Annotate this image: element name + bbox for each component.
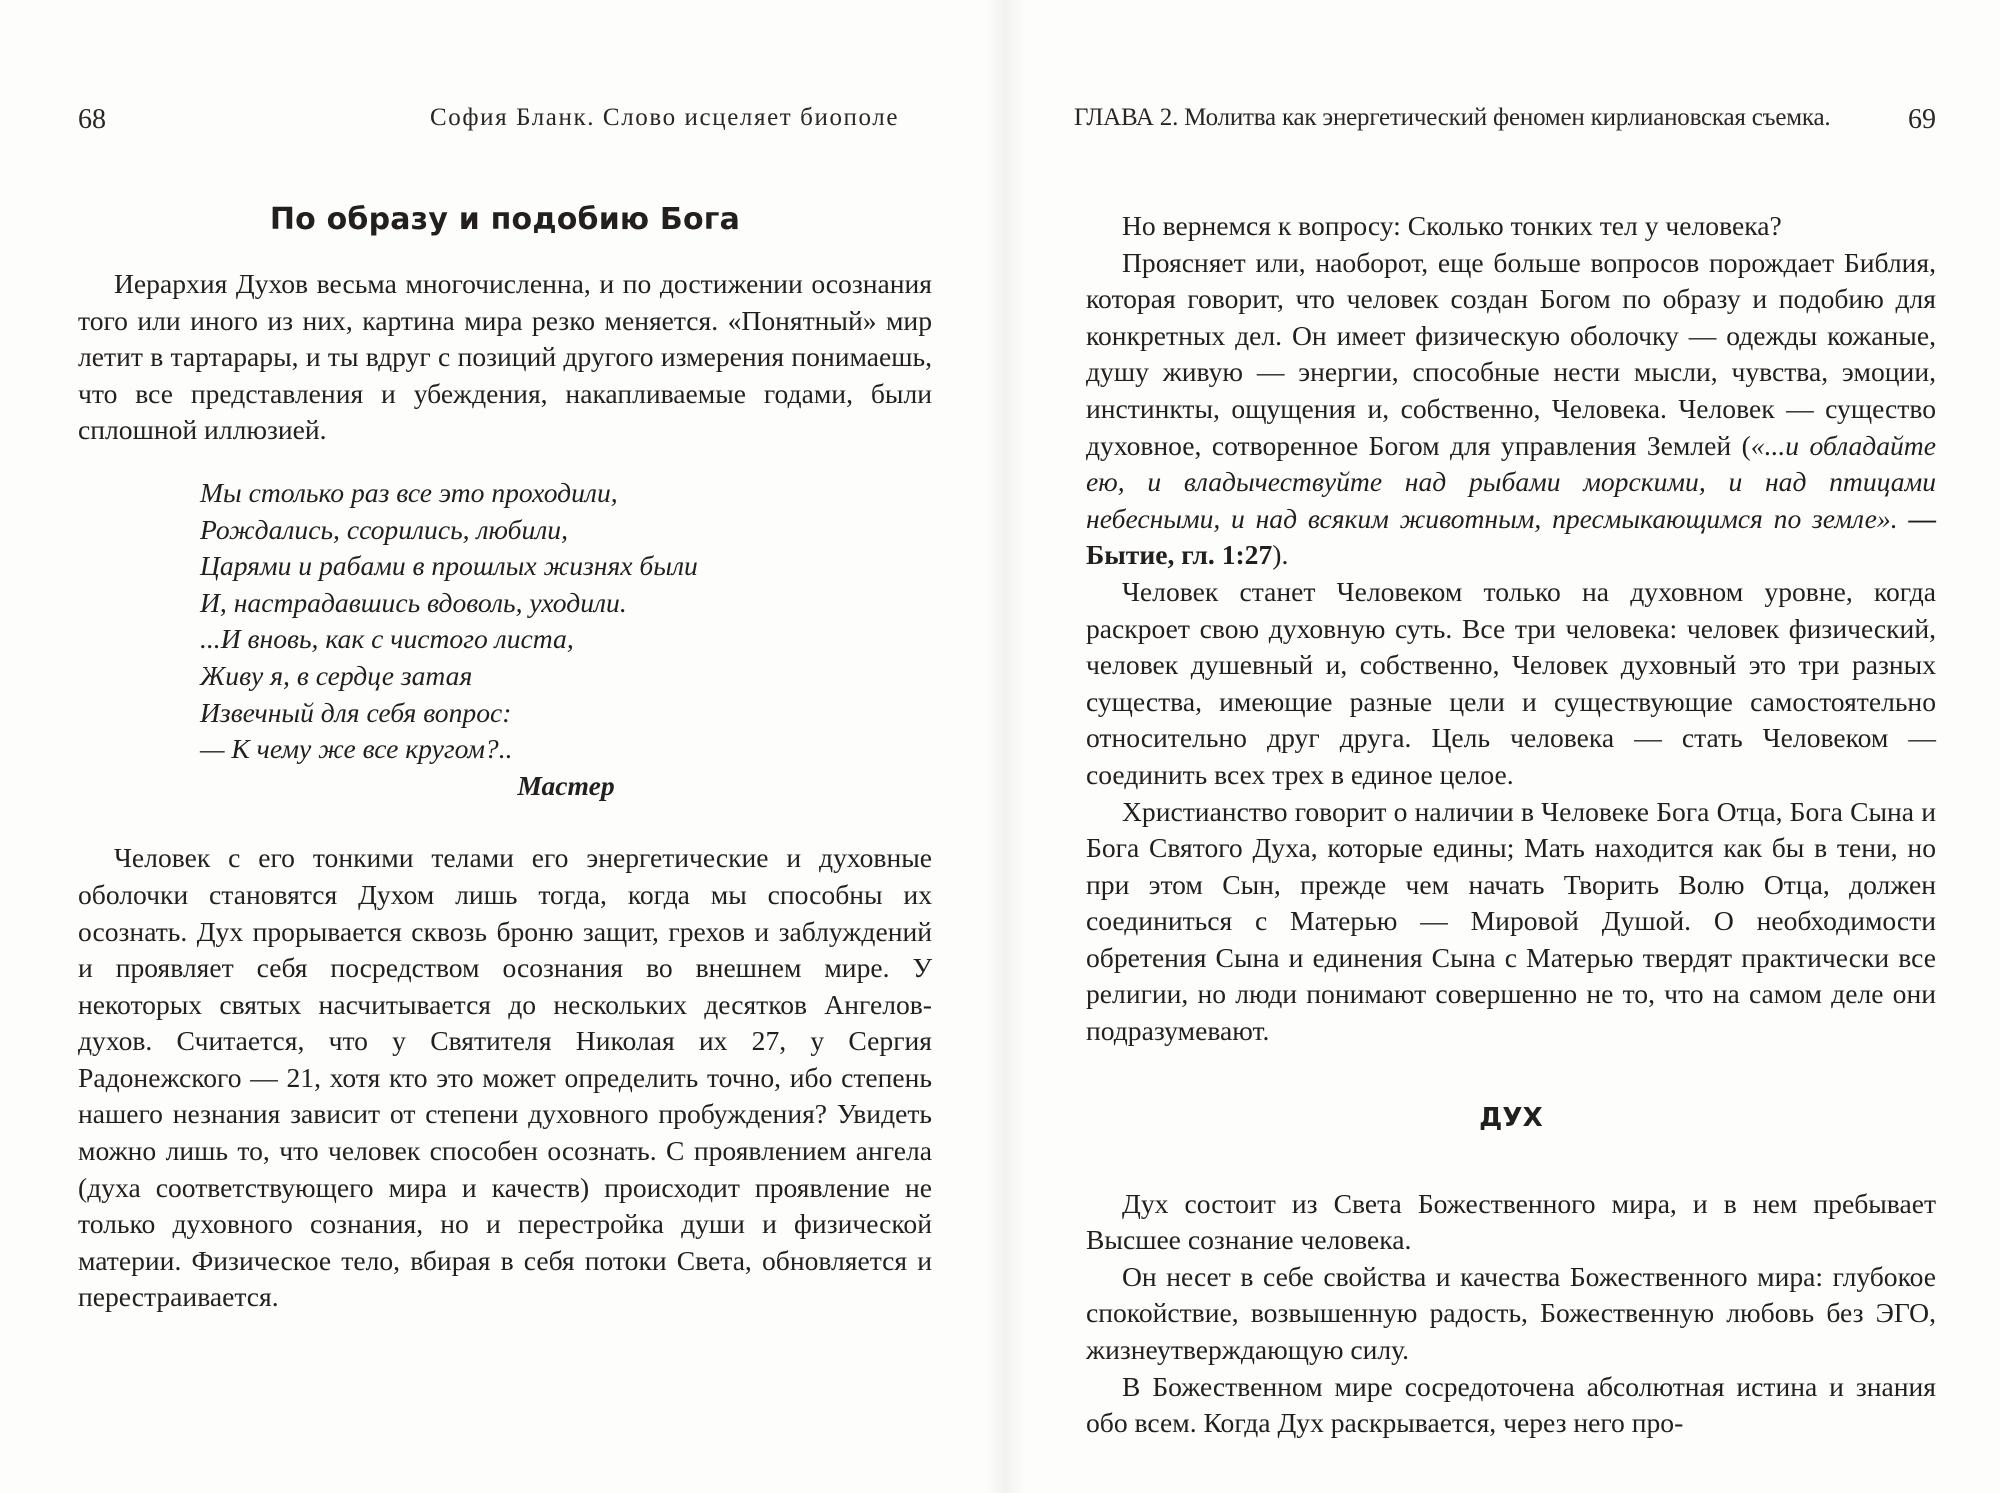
left-paragraph-2: Человек с его тонкими телами его энергетические и духовные оболочки становятся Духом лишь тогда, когда мы способны их осознать. Дух прорывается сквозь броню защит, грехов и заблуждений и проявляет себя посредством осознания во внешнем мире. У некоторых святых насчитывается до нескольких десятков Ангелов-духов. Считается, что у Святителя Николая их 27, у Сергия Радонежского — 21, хотя кто это может определить точно, ибо степень нашего незнания зависит от степени духовного пробуждения? Увидеть можно лишь то, что человек способен осознать. С проявлением ангела (духа соответствующего мира и качеств) происходит проявление не только духовного сознания, но и перестройка души и физической материи. Физическое тело, вбирая в себя потоки Света, обновляется и перестраивается. bbox=[78, 842, 932, 1313]
right-paragraph-6: Он несет в себе свойства и качества Божественного мира: глубокое спокойствие, возвышенную радость, Божественную любовь без ЭГО, жизнеутверждающую силу. bbox=[1086, 1260, 1936, 1366]
section-title: По образу и подобию Бога bbox=[269, 202, 741, 237]
left-page-number: 68 bbox=[78, 104, 106, 135]
left-running-head bbox=[78, 104, 938, 144]
right-running-title: ГЛАВА 2. Молитва как энергетический феномен кирлиановская съемка. bbox=[1074, 104, 1831, 131]
left-paragraph-1: Иерархия Духов весьма многочисленна, и по достижении осознания того или иного из них, картина мира резко меняется. «Понятный» мир летит в тартарары, и ты вдруг с позиций другого измерения понимаешь, что все представления и убеждения, накапливаемые годами, были сплошной иллюзией. bbox=[78, 268, 932, 446]
poem bbox=[200, 475, 932, 768]
right-paragraph-4: Христианство говорит о наличии в Человеке Бога Отца, Бога Сына и Бога Святого Духа, которые едины; Мать находится как бы в тени, но при этом Сын, прежде чем начать Творить Волю Отца, должен соединиться с Матерью — Мировой Душой. О необходимости обретения Сына и единения Сына с Матерью твердят практически все религии, но люди понимают совершенно не то, что на самом деле они подразумевают. bbox=[1086, 795, 1936, 1047]
right-paragraph-7: В Божественном мире сосредоточена абсолютная истина и знания обо всем. Когда Дух раскрывается, через него про- bbox=[1086, 1370, 1936, 1439]
poem-line: Живу я, в сердце затая bbox=[200, 659, 473, 691]
subsection-title: ДУХ bbox=[1479, 1102, 1543, 1133]
paragraph-end: ). bbox=[1272, 539, 1289, 571]
right-page bbox=[1000, 0, 2000, 1493]
right-text-column bbox=[1086, 208, 1936, 1442]
right-paragraph-2 bbox=[1086, 245, 1936, 574]
poem-line: ...И вновь, как с чистого листа, bbox=[200, 623, 574, 655]
left-running-title: София Бланк. Слово исцеляет биополе bbox=[430, 104, 900, 131]
right-page-number: 69 bbox=[1908, 104, 1936, 135]
poem-line: Мы столько раз все это проходили, bbox=[200, 476, 618, 508]
poem-line: И, настрадавшись вдоволь, уходили. bbox=[200, 586, 627, 618]
poem-line: Извечный для себя вопрос: bbox=[200, 696, 512, 728]
left-text-column bbox=[78, 200, 932, 1316]
paragraph-text: Проясняет или, наоборот, еще больше вопросов порождает Библия, которая говорит, что человек создан Богом по образу и подобию для конкретных дел. Он имеет физическую оболочку — одежды кожаные, душу живую — энергии, способные нести мысли, чувства, эмоции, инстинкты, ощущения и, собственно, Человека. Человек — существо духовное, сотворенное Богом для управления Землей ( bbox=[1086, 246, 1936, 461]
poem-author: Мастер bbox=[517, 769, 615, 801]
scripture-quote: «...и обладайте ею, и владычествуйте над рыбами морскими, и над птицами небесными, и над всяким животным, пресмыкающимся по земле». bbox=[1086, 429, 1936, 534]
poem-line: — К чему же все кругом?.. bbox=[200, 733, 513, 765]
poem-line: Рождались, ссорились, любили, bbox=[200, 513, 568, 545]
right-running-head bbox=[1074, 104, 1936, 144]
scripture-reference: — Бытие, гл. 1:27 bbox=[1086, 502, 1936, 571]
poem-line: Царями и рабами в прошлых жизнях были bbox=[200, 550, 698, 582]
right-paragraph-5: Дух состоит из Света Божественного мира, и в нем пребывает Высшее сознание человека. bbox=[1086, 1187, 1936, 1256]
right-paragraph-3: Человек станет Человеком только на духовном уровне, когда раскроет свою духовную суть. Все три человека: человек физический, человек душевный и, собственно, Человек духовный это три разных существа, имеющие разные цели и существующие самостоятельно относительно друг друга. Цель человека — стать Человеком — соединить всех трех в единое целое. bbox=[1086, 575, 1936, 790]
right-paragraph-1: Но вернемся к вопросу: Сколько тонких тел у человека? bbox=[1122, 210, 1782, 241]
